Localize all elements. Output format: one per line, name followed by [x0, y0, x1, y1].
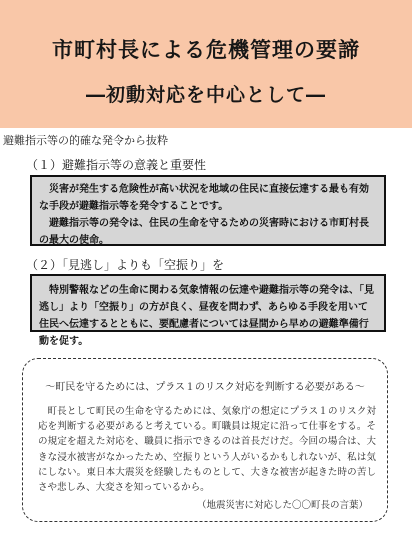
section-2-box — [30, 274, 386, 347]
quote-title: ～町民を守るためには、プラス１のリスク対応を判断する必要がある～ — [45, 382, 365, 393]
section-1-paragraph-1: 災害が発生する危険性が高い状況を地域の住民に直接伝達する最も有効な手段が避難指示等を発令することです。 — [39, 184, 369, 212]
page-title: 市町村長による危機管理の要諦 — [52, 38, 360, 62]
page-subtitle: ―初動対応を中心として― — [85, 84, 326, 106]
quote-signature: （地震災害に対応した〇〇町長の言葉） — [196, 500, 368, 511]
excerpt-caption: 避難指示等の的確な発令から抜粋 — [3, 134, 168, 147]
quote-body: 町長として町民の生命を守るためには、気象庁の想定にプラス１のリスク対応を判断する必要があると考えている。町職員は規定に沿って仕事をする。その規定を超えた対応を、職員に指示できるのは首長だけだ。今回の場合は、大きな浸水被害がなかったため、空振りという人がいるかもしれないが、私は気にしない。東日本大震災を経験したものとして、大きな被害が起きた時の苦しさや悲しみ、大変さを知っているから。 — [38, 406, 376, 494]
title-banner — [0, 0, 412, 128]
section-2-paragraph: 特別警報などの生命に関わる気象情報の伝達や避難指示等の発令は、「見逃し」より「空振り」の方が良く、昼夜を問わず、あらゆる手段を用いて住民へ伝達するとともに、要配慮者については昼間から早めの避難準備行動を促す。 — [39, 285, 374, 347]
section-1-paragraph-2: 避難指示等の発令は、住民の生命を守るための災害時における市町村長の最大の使命。 — [39, 218, 369, 246]
section-2-heading: （２）「見逃し」よりも「空振り」を — [26, 258, 225, 272]
section-1-heading: （１）避難指示等の意義と重要性 — [26, 158, 207, 172]
section-1-box — [30, 175, 386, 246]
